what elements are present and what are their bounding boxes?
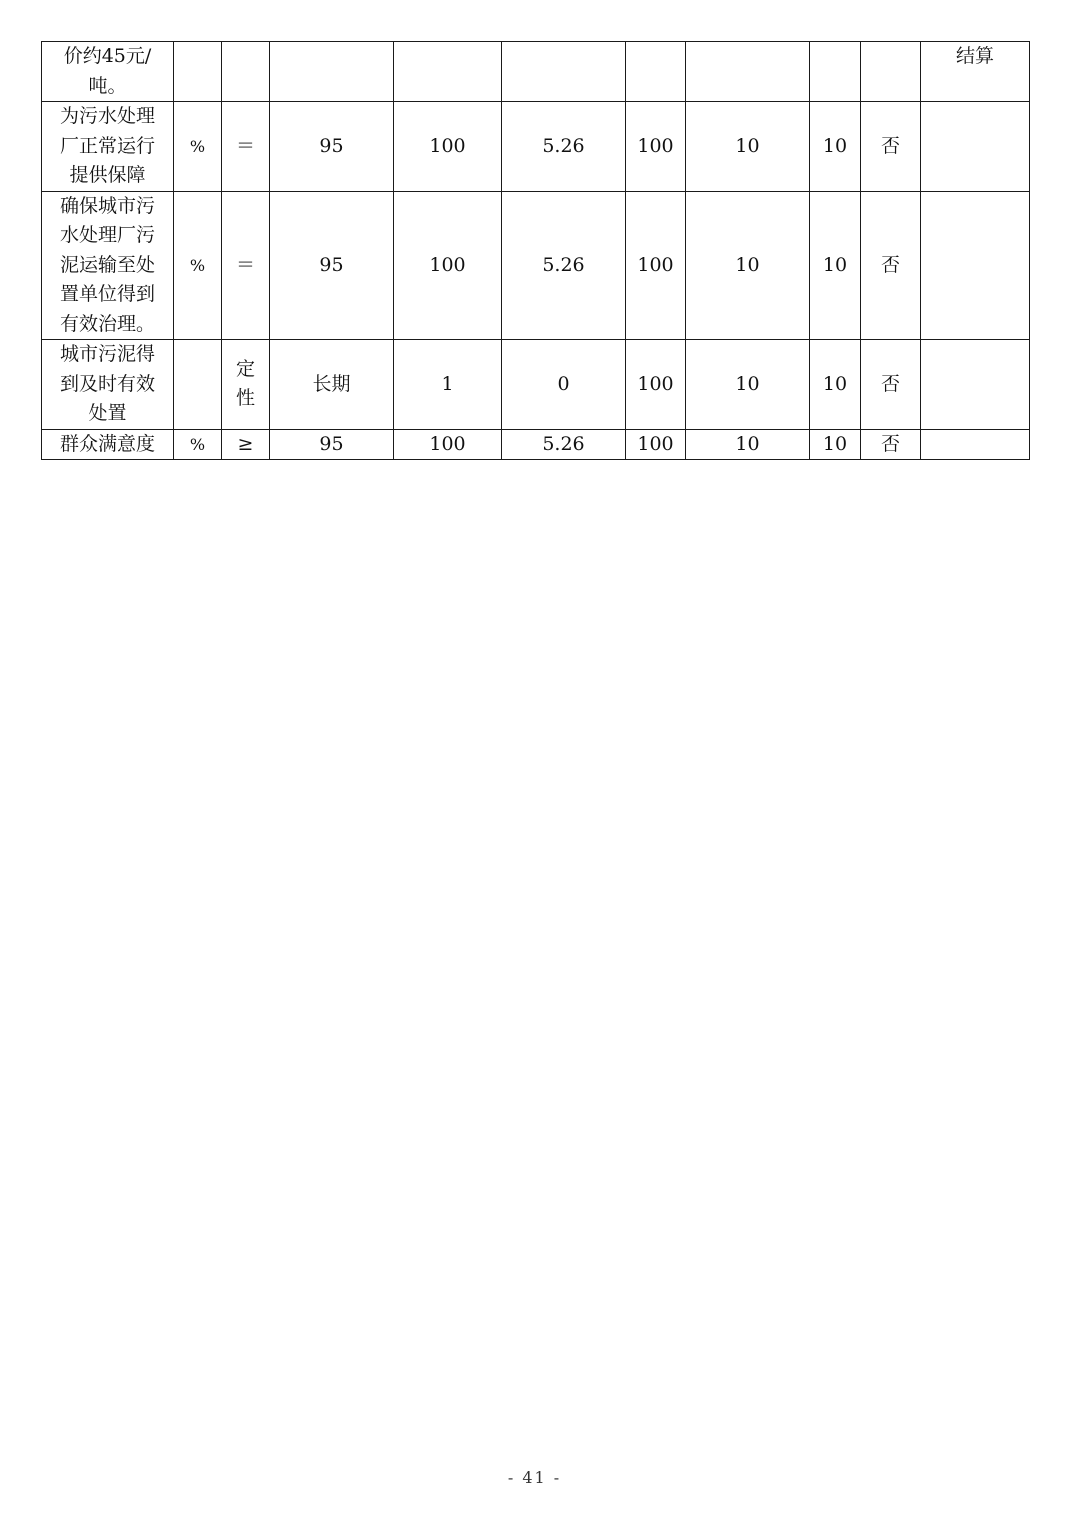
target-cell: 95	[270, 191, 394, 340]
rate-cell: 100	[626, 191, 686, 340]
rate-cell: 100	[626, 102, 686, 192]
score-a-cell: 10	[686, 429, 810, 460]
table-row	[42, 42, 1030, 102]
weight-cell: 5.26	[502, 102, 626, 192]
score-b-cell: 10	[810, 191, 861, 340]
rate-cell: 100	[626, 340, 686, 430]
indicator-table	[41, 41, 1030, 460]
weight-cell	[502, 42, 626, 102]
unit-cell: %	[174, 191, 222, 340]
score-a-cell	[686, 42, 810, 102]
deviation-cell	[861, 42, 921, 102]
rate-cell: 100	[626, 429, 686, 460]
weight-cell: 0	[502, 340, 626, 430]
actual-cell	[394, 42, 502, 102]
remark-cell: 结算	[921, 42, 1030, 102]
target-cell: 95	[270, 102, 394, 192]
indicator-cell: 群众满意度	[42, 429, 174, 460]
remark-cell	[921, 340, 1030, 430]
score-a-cell: 10	[686, 191, 810, 340]
weight-cell: 5.26	[502, 191, 626, 340]
indicator-cell: 为污水处理 厂正常运行 提供保障	[42, 102, 174, 192]
table-row	[42, 191, 1030, 340]
unit-cell	[174, 42, 222, 102]
score-a-cell: 10	[686, 340, 810, 430]
score-b-cell: 10	[810, 102, 861, 192]
actual-cell: 100	[394, 102, 502, 192]
actual-cell: 1	[394, 340, 502, 430]
target-cell	[270, 42, 394, 102]
score-b-cell: 10	[810, 429, 861, 460]
deviation-cell: 否	[861, 191, 921, 340]
table-row	[42, 102, 1030, 192]
operator-cell: ≥	[222, 429, 270, 460]
unit-cell: %	[174, 102, 222, 192]
remark-cell	[921, 102, 1030, 192]
operator-cell: ＝	[222, 102, 270, 192]
indicator-cell: 确保城市污 水处理厂污 泥运输至处 置单位得到 有效治理。	[42, 191, 174, 340]
deviation-cell: 否	[861, 340, 921, 430]
indicator-cell: 价约45元/ 吨。	[42, 42, 174, 102]
remark-cell	[921, 191, 1030, 340]
table-row	[42, 340, 1030, 430]
score-b-cell	[810, 42, 861, 102]
target-cell: 长期	[270, 340, 394, 430]
table-row	[42, 429, 1030, 460]
unit-cell	[174, 340, 222, 430]
deviation-cell: 否	[861, 429, 921, 460]
score-b-cell: 10	[810, 340, 861, 430]
rate-cell	[626, 42, 686, 102]
target-cell: 95	[270, 429, 394, 460]
weight-cell: 5.26	[502, 429, 626, 460]
remark-cell	[921, 429, 1030, 460]
deviation-cell: 否	[861, 102, 921, 192]
actual-cell: 100	[394, 429, 502, 460]
actual-cell: 100	[394, 191, 502, 340]
operator-cell: 定 性	[222, 340, 270, 430]
operator-cell: ＝	[222, 191, 270, 340]
unit-cell: %	[174, 429, 222, 460]
page-number: - 41 -	[507, 1468, 562, 1487]
score-a-cell: 10	[686, 102, 810, 192]
operator-cell	[222, 42, 270, 102]
indicator-cell: 城市污泥得 到及时有效 处置	[42, 340, 174, 430]
